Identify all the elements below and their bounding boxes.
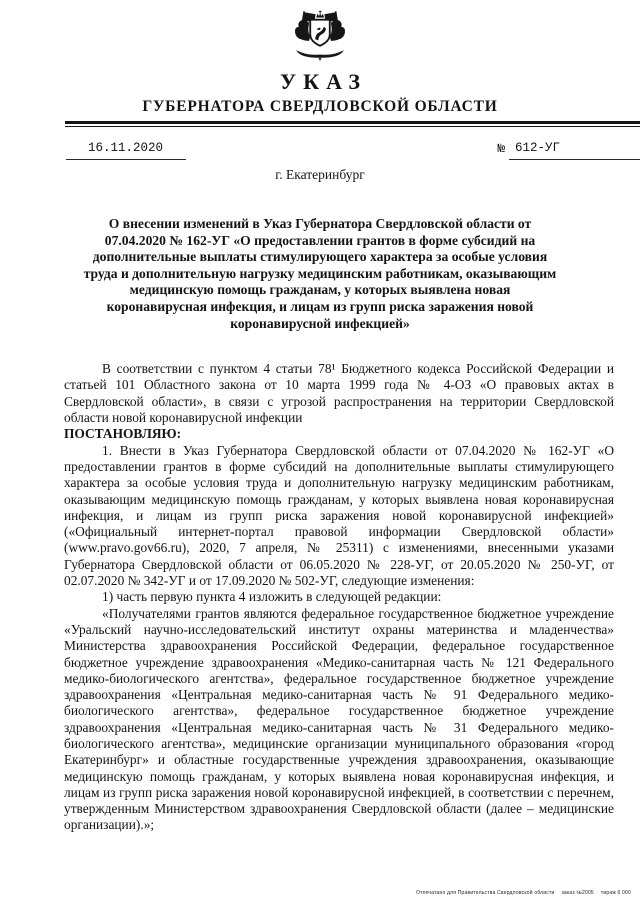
decree-body bbox=[64, 361, 614, 834]
body-paragraph-preamble: В соответствии с пунктом 4 статьи 78¹ Бюджетного кодекса Российской Федерации и статьей 101 Областного закона от 10 марта 1999 года № 4-ОЗ «О правовых актах в Свердловской области», в связи с угрозой распространения на территории Свердловской области новой коронавирусной инфекции bbox=[64, 361, 614, 426]
body-paragraph-subitem-1: 1) часть первую пункта 4 изложить в следующей редакции: bbox=[102, 589, 442, 605]
imprint-print-run: тираж 6 000 bbox=[600, 890, 631, 896]
decree-title: О внесении изменений в Указ Губернатора Свердловской области от 07.04.2020 № 162-УГ «О предоставлении грантов в форме субсидий на дополнительные выплаты стимулирующего характера за особые условия труда и дополнительную нагрузку медицинским работникам, оказывающим медицинскую помощь гражданам, у которых выявлена новая коронавирусная инфекция, и лицам из групп риска заражения новой коронавирусной инфекцией» bbox=[83, 216, 557, 331]
decree-number-block bbox=[497, 141, 640, 160]
imprint-printed-for: Отпечатано для Правительства Свердловской области bbox=[416, 890, 555, 896]
number-sign: № bbox=[497, 142, 505, 156]
imprint-order-number: заказ №2005 bbox=[561, 890, 594, 896]
decree-number: 612-УГ bbox=[509, 141, 640, 160]
body-resolve-word: ПОСТАНОВЛЯЮ: bbox=[64, 426, 182, 442]
decree-date: 16.11.2020 bbox=[66, 141, 186, 160]
body-paragraph-new-wording: «Получателями грантов являются федеральное государственное бюджетное учреждение «Уральский научно-исследовательский институт охраны материнства и младенчества» Министерства здравоохранения Российской Федерации, федеральное государственное бюджетное учреждение здравоохранения «Медико-санитарная часть № 121 Федерального медико-биологического агентства», федеральное государственное бюджетное учреждение здравоохранения «Центральная медико-санитарная часть № 91 Федерального медико-биологического агентства», федеральное государственное бюджетное учреждение здравоохранения «Центральная медико-санитарная часть № 31 Федерального медико-биологического агентства», медицинские организации муниципального образования «город Екатеринбург» и областные государственные учреждения здравоохранения, оказывающие медицинскую помощь гражданам, у которых выявлена новая коронавирусная инфекция, и лицам из групп риска заражения новой коронавирусной инфекцией, в соответствии с перечнем, утвержденным Министерством здравоохранения Свердловской области (далее – медицинские организации).»; bbox=[64, 605, 614, 833]
header-divider bbox=[65, 121, 640, 127]
city-label: г. Екатеринбург bbox=[275, 167, 365, 182]
body-paragraph-item-1: 1. Внести в Указ Губернатора Свердловской области от 07.04.2020 № 162-УГ «О предоставлении грантов в форме субсидий на дополнительные выплаты стимулирующего характера за особые условия труда и дополнительную нагрузку медицинским работникам, оказывающим медицинскую помощь гражданам, у которых выявлена новая коронавирусная инфекция, и лицам из групп риска заражения новой коронавирусной инфекцией» («Официальный интернет-портал правовой информации Свердловской области» (www.pravo.gov66.ru), 2020, 7 апреля, № 25311) с изменениями, внесенными указами Губернатора Свердловской области от 06.05.2020 № 228-УГ, от 20.05.2020 № 250-УГ, от 02.07.2020 № 342-УГ и от 17.09.2020 № 502-УГ, следующие изменения: bbox=[64, 442, 614, 589]
authority-heading: ГУБЕРНАТОРА СВЕРДЛОВСКОЙ ОБЛАСТИ bbox=[142, 98, 498, 115]
imprint-line bbox=[416, 890, 631, 896]
doc-type-heading: УКАЗ bbox=[279, 69, 368, 94]
requisites-row bbox=[66, 141, 640, 160]
coat-of-arms-icon bbox=[0, 0, 640, 64]
